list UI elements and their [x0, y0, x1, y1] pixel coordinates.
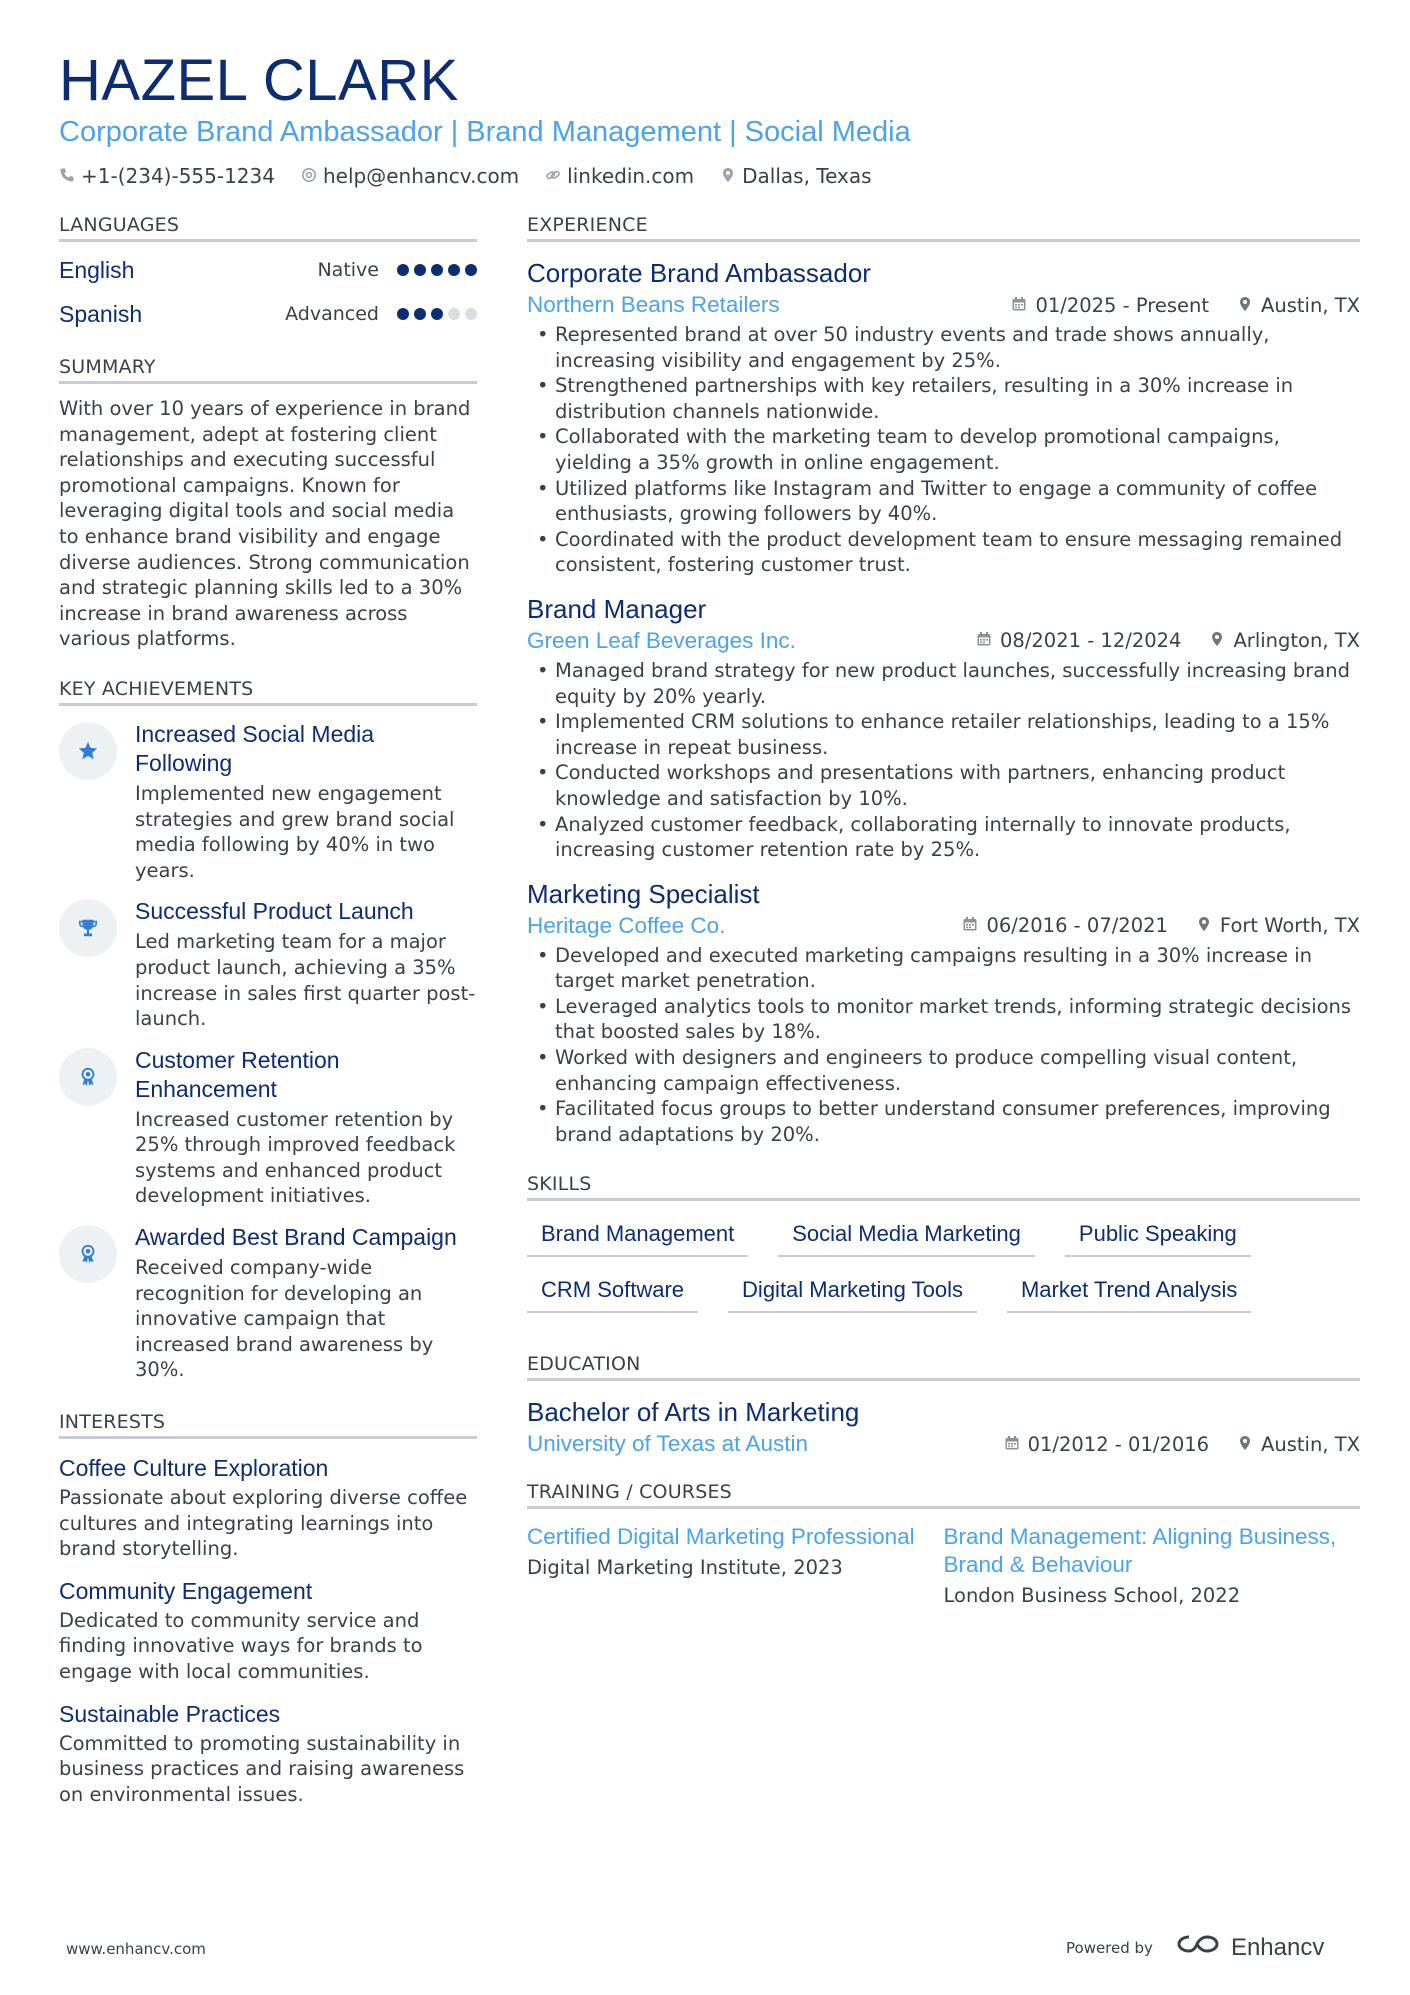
job-dates — [962, 914, 1167, 937]
contact-phone — [59, 164, 275, 188]
interest-desc: Dedicated to community service and finding innovative ways for brands to engage with local communities. — [59, 1608, 423, 1683]
job-entry — [527, 256, 1360, 578]
location-pin-icon — [1237, 1433, 1253, 1456]
at-icon — [301, 164, 317, 188]
bullet-item: • Utilized platforms like Instagram and Twitter to engage a community of coffee enthusiasts, growing followers by 40%. — [527, 476, 1360, 527]
achievement-title: Awarded Best Brand Campaign — [135, 1224, 457, 1251]
location-text: Dallas, Texas — [742, 164, 872, 188]
degree-title: Bachelor of Arts in Marketing — [527, 1397, 860, 1428]
skills-section — [527, 1173, 1360, 1313]
contact-linkedin[interactable] — [545, 164, 694, 188]
bullet-item: • Managed brand strategy for new product launches, successfully increasing brand equity by 20% yearly. — [527, 658, 1360, 709]
language-item — [59, 292, 477, 336]
bullet-item: • Collaborated with the marketing team to develop promotional campaigns, yielding a 35% growth in online engagement. — [527, 424, 1360, 475]
calendar-icon — [962, 914, 978, 937]
interest-title: Sustainable Practices — [59, 1700, 281, 1727]
email-text: help@enhancv.com — [322, 164, 520, 188]
bullet-item: • Implemented CRM solutions to enhance retailer relationships, leading to a 15% increase in repeat business. — [527, 709, 1360, 760]
powered-by-label: Powered by — [1066, 1938, 1153, 1957]
phone-icon — [59, 164, 75, 188]
resume-header — [59, 48, 1359, 188]
interest-title: Coffee Culture Exploration — [59, 1455, 329, 1482]
education-dates — [1004, 1433, 1209, 1456]
language-name: Spanish — [59, 300, 143, 327]
school-name: University of Texas at Austin — [527, 1431, 808, 1457]
skills-title: SKILLS — [527, 1173, 1360, 1201]
skill-tag: Brand Management — [527, 1215, 748, 1257]
training-section — [527, 1481, 1360, 1609]
interests-title: INTERESTS — [59, 1411, 477, 1439]
link-icon — [545, 164, 561, 188]
interest-item — [59, 1576, 477, 1685]
dates-text: 06/2016 - 07/2021 — [986, 914, 1168, 938]
enhancv-wordmark: Enhancv — [1230, 1933, 1325, 1961]
calendar-icon — [976, 629, 992, 652]
achievement-item — [59, 720, 477, 883]
proficiency-dot — [431, 308, 443, 320]
trophy-icon — [59, 899, 117, 957]
contact-email[interactable] — [301, 164, 519, 188]
languages-section — [59, 214, 477, 336]
location-pin-icon — [1209, 629, 1225, 652]
company-name: Northern Beans Retailers — [527, 292, 780, 317]
job-entry — [527, 592, 1360, 863]
dates-text: 08/2021 - 12/2024 — [1000, 629, 1182, 653]
summary-section — [59, 356, 477, 652]
experience-section — [527, 214, 1360, 1147]
interest-title: Community Engagement — [59, 1577, 313, 1604]
proficiency-dot — [414, 308, 426, 320]
enhancv-logo[interactable] — [1175, 1932, 1324, 1963]
location-text: Austin, TX — [1261, 293, 1360, 317]
location-pin-icon — [720, 164, 736, 188]
job-title: Marketing Specialist — [527, 878, 760, 909]
course-item — [527, 1523, 944, 1609]
course-title: Certified Digital Marketing Professional — [527, 1524, 915, 1550]
skill-tag: Digital Marketing Tools — [728, 1271, 977, 1313]
course-title: Brand Management: Aligning Business, Brand & Behaviour — [943, 1524, 1337, 1578]
job-location — [1209, 629, 1360, 652]
enhancv-logo-icon — [1175, 1932, 1221, 1963]
skills-list — [527, 1215, 1287, 1313]
skill-tag: Market Trend Analysis — [1007, 1271, 1251, 1313]
achievements-section — [59, 678, 477, 1383]
interest-item — [59, 1453, 477, 1562]
achievement-title: Successful Product Launch — [135, 898, 414, 925]
job-bullets — [527, 943, 1360, 1148]
course-item — [944, 1523, 1361, 1609]
language-item — [59, 248, 477, 292]
location-text: Fort Worth, TX — [1219, 914, 1360, 938]
proficiency-dot — [465, 308, 477, 320]
courses-list — [527, 1523, 1360, 1609]
bullet-item: • Represented brand at over 50 industry events and trade shows annually, increasing visibility and engagement by 25%. — [527, 322, 1360, 373]
candidate-name: HAZEL CLARK — [59, 48, 459, 113]
award-icon — [59, 1225, 117, 1283]
left-column — [59, 214, 477, 1807]
proficiency-dot — [448, 264, 460, 276]
interest-desc: Committed to promoting sustainability in business practices and raising awareness on environmental issues. — [59, 1731, 465, 1806]
language-proficiency-dots — [397, 264, 477, 276]
location-pin-icon — [1237, 294, 1253, 317]
calendar-icon — [1004, 1433, 1020, 1456]
interests-section — [59, 1411, 477, 1807]
achievement-title: Customer Retention Enhancement — [135, 1046, 340, 1102]
job-location — [1237, 294, 1360, 317]
achievement-item — [59, 897, 477, 1031]
footer-website[interactable]: www.enhancv.com — [66, 1940, 206, 1958]
education-title: EDUCATION — [527, 1353, 1360, 1381]
achievement-item — [59, 1223, 477, 1383]
skill-tag: CRM Software — [527, 1271, 698, 1313]
proficiency-dot — [414, 264, 426, 276]
job-bullets — [527, 658, 1360, 863]
proficiency-dot — [448, 308, 460, 320]
achievement-item — [59, 1046, 477, 1209]
proficiency-dot — [431, 264, 443, 276]
bullet-item: • Conducted workshops and presentations with partners, enhancing product knowledge and satisfaction by 10%. — [527, 760, 1360, 811]
candidate-headline: Corporate Brand Ambassador | Brand Management | Social Media — [59, 116, 911, 148]
languages-title: LANGUAGES — [59, 214, 477, 242]
language-level: Advanced — [285, 303, 379, 325]
education-location — [1237, 1433, 1360, 1456]
job-location — [1196, 914, 1360, 937]
star-icon — [59, 722, 117, 780]
achievement-desc: Implemented new engagement strategies and grew brand social media following by 40% in two years. — [135, 781, 455, 882]
award-icon — [59, 1048, 117, 1106]
bullet-item: • Developed and executed marketing campaigns resulting in a 30% increase in target market penetration. — [527, 943, 1360, 994]
achievement-title: Increased Social Media Following — [135, 720, 375, 776]
bullet-item: • Coordinated with the product development team to ensure messaging remained consistent, fostering customer trust. — [527, 527, 1360, 578]
contact-location — [720, 164, 871, 188]
location-text: Arlington, TX — [1233, 629, 1360, 653]
linkedin-text: linkedin.com — [567, 164, 695, 188]
job-dates — [1011, 294, 1209, 317]
education-section — [527, 1353, 1360, 1457]
location-pin-icon — [1196, 914, 1212, 937]
interest-item — [59, 1699, 477, 1808]
company-name: Heritage Coffee Co. — [527, 912, 726, 938]
right-column — [527, 214, 1360, 1609]
contact-row — [59, 164, 1359, 188]
achievement-desc: Increased customer retention by 25% through improved feedback systems and enhanced product development initiatives. — [135, 1107, 456, 1208]
bullet-item: • Facilitated focus groups to better understand consumer preferences, improving brand adaptations by 20%. — [527, 1096, 1360, 1147]
job-dates — [976, 629, 1181, 652]
dates-text: 01/2012 - 01/2016 — [1027, 1432, 1210, 1456]
skill-tag: Public Speaking — [1065, 1215, 1251, 1257]
education-entry — [527, 1395, 1360, 1457]
summary-text: With over 10 years of experience in brand management, adept at fostering client relationships and executing successful promotional campaigns. Known for leveraging digital tools and social media to enhance brand visibility and engage diverse audiences. Strong communication and strategic planning skills led to a 30% increase in brand awareness across various platforms. — [59, 397, 471, 651]
achievements-title: KEY ACHIEVEMENTS — [59, 678, 477, 706]
footer-branding — [1066, 1932, 1324, 1963]
achievement-desc: Led marketing team for a major product launch, achieving a 35% increase in sales first quarter post-launch. — [135, 930, 476, 1031]
phone-text: +1-(234)-555-1234 — [81, 164, 275, 188]
training-title: TRAINING / COURSES — [527, 1481, 1360, 1509]
interest-desc: Passionate about exploring diverse coffee cultures and integrating learnings into brand storytelling. — [59, 1486, 468, 1561]
bullet-item: • Strengthened partnerships with key retailers, resulting in a 30% increase in distribution channels nationwide. — [527, 373, 1360, 424]
job-title: Corporate Brand Ambassador — [527, 258, 871, 288]
bullet-item: • Leveraged analytics tools to monitor market trends, informing strategic decisions that boosted sales by 18%. — [527, 994, 1360, 1045]
company-name: Green Leaf Beverages Inc. — [527, 627, 796, 653]
proficiency-dot — [397, 264, 409, 276]
achievement-desc: Received company-wide recognition for developing an innovative campaign that increased brand awareness by 30%. — [135, 1256, 434, 1382]
course-desc: Digital Marketing Institute, 2023 — [527, 1556, 843, 1580]
bullet-item: • Analyzed customer feedback, collaborating internally to innovate products, increasing customer retention rate by 25%. — [527, 812, 1360, 863]
calendar-icon — [1011, 294, 1027, 317]
summary-title: SUMMARY — [59, 356, 477, 384]
job-bullets — [527, 322, 1360, 578]
course-desc: London Business School, 2022 — [943, 1584, 1241, 1608]
language-proficiency-dots — [397, 308, 477, 320]
job-title: Brand Manager — [527, 593, 707, 624]
proficiency-dot — [465, 264, 477, 276]
language-level: Native — [317, 259, 379, 281]
proficiency-dot — [397, 308, 409, 320]
skill-tag: Social Media Marketing — [778, 1215, 1035, 1257]
dates-text: 01/2025 - Present — [1035, 293, 1210, 317]
location-text: Austin, TX — [1261, 1432, 1360, 1456]
language-name: English — [59, 256, 135, 283]
bullet-item: • Worked with designers and engineers to produce compelling visual content, enhancing campaign effectiveness. — [527, 1045, 1360, 1096]
experience-title: EXPERIENCE — [527, 214, 1360, 242]
job-entry — [527, 877, 1360, 1148]
